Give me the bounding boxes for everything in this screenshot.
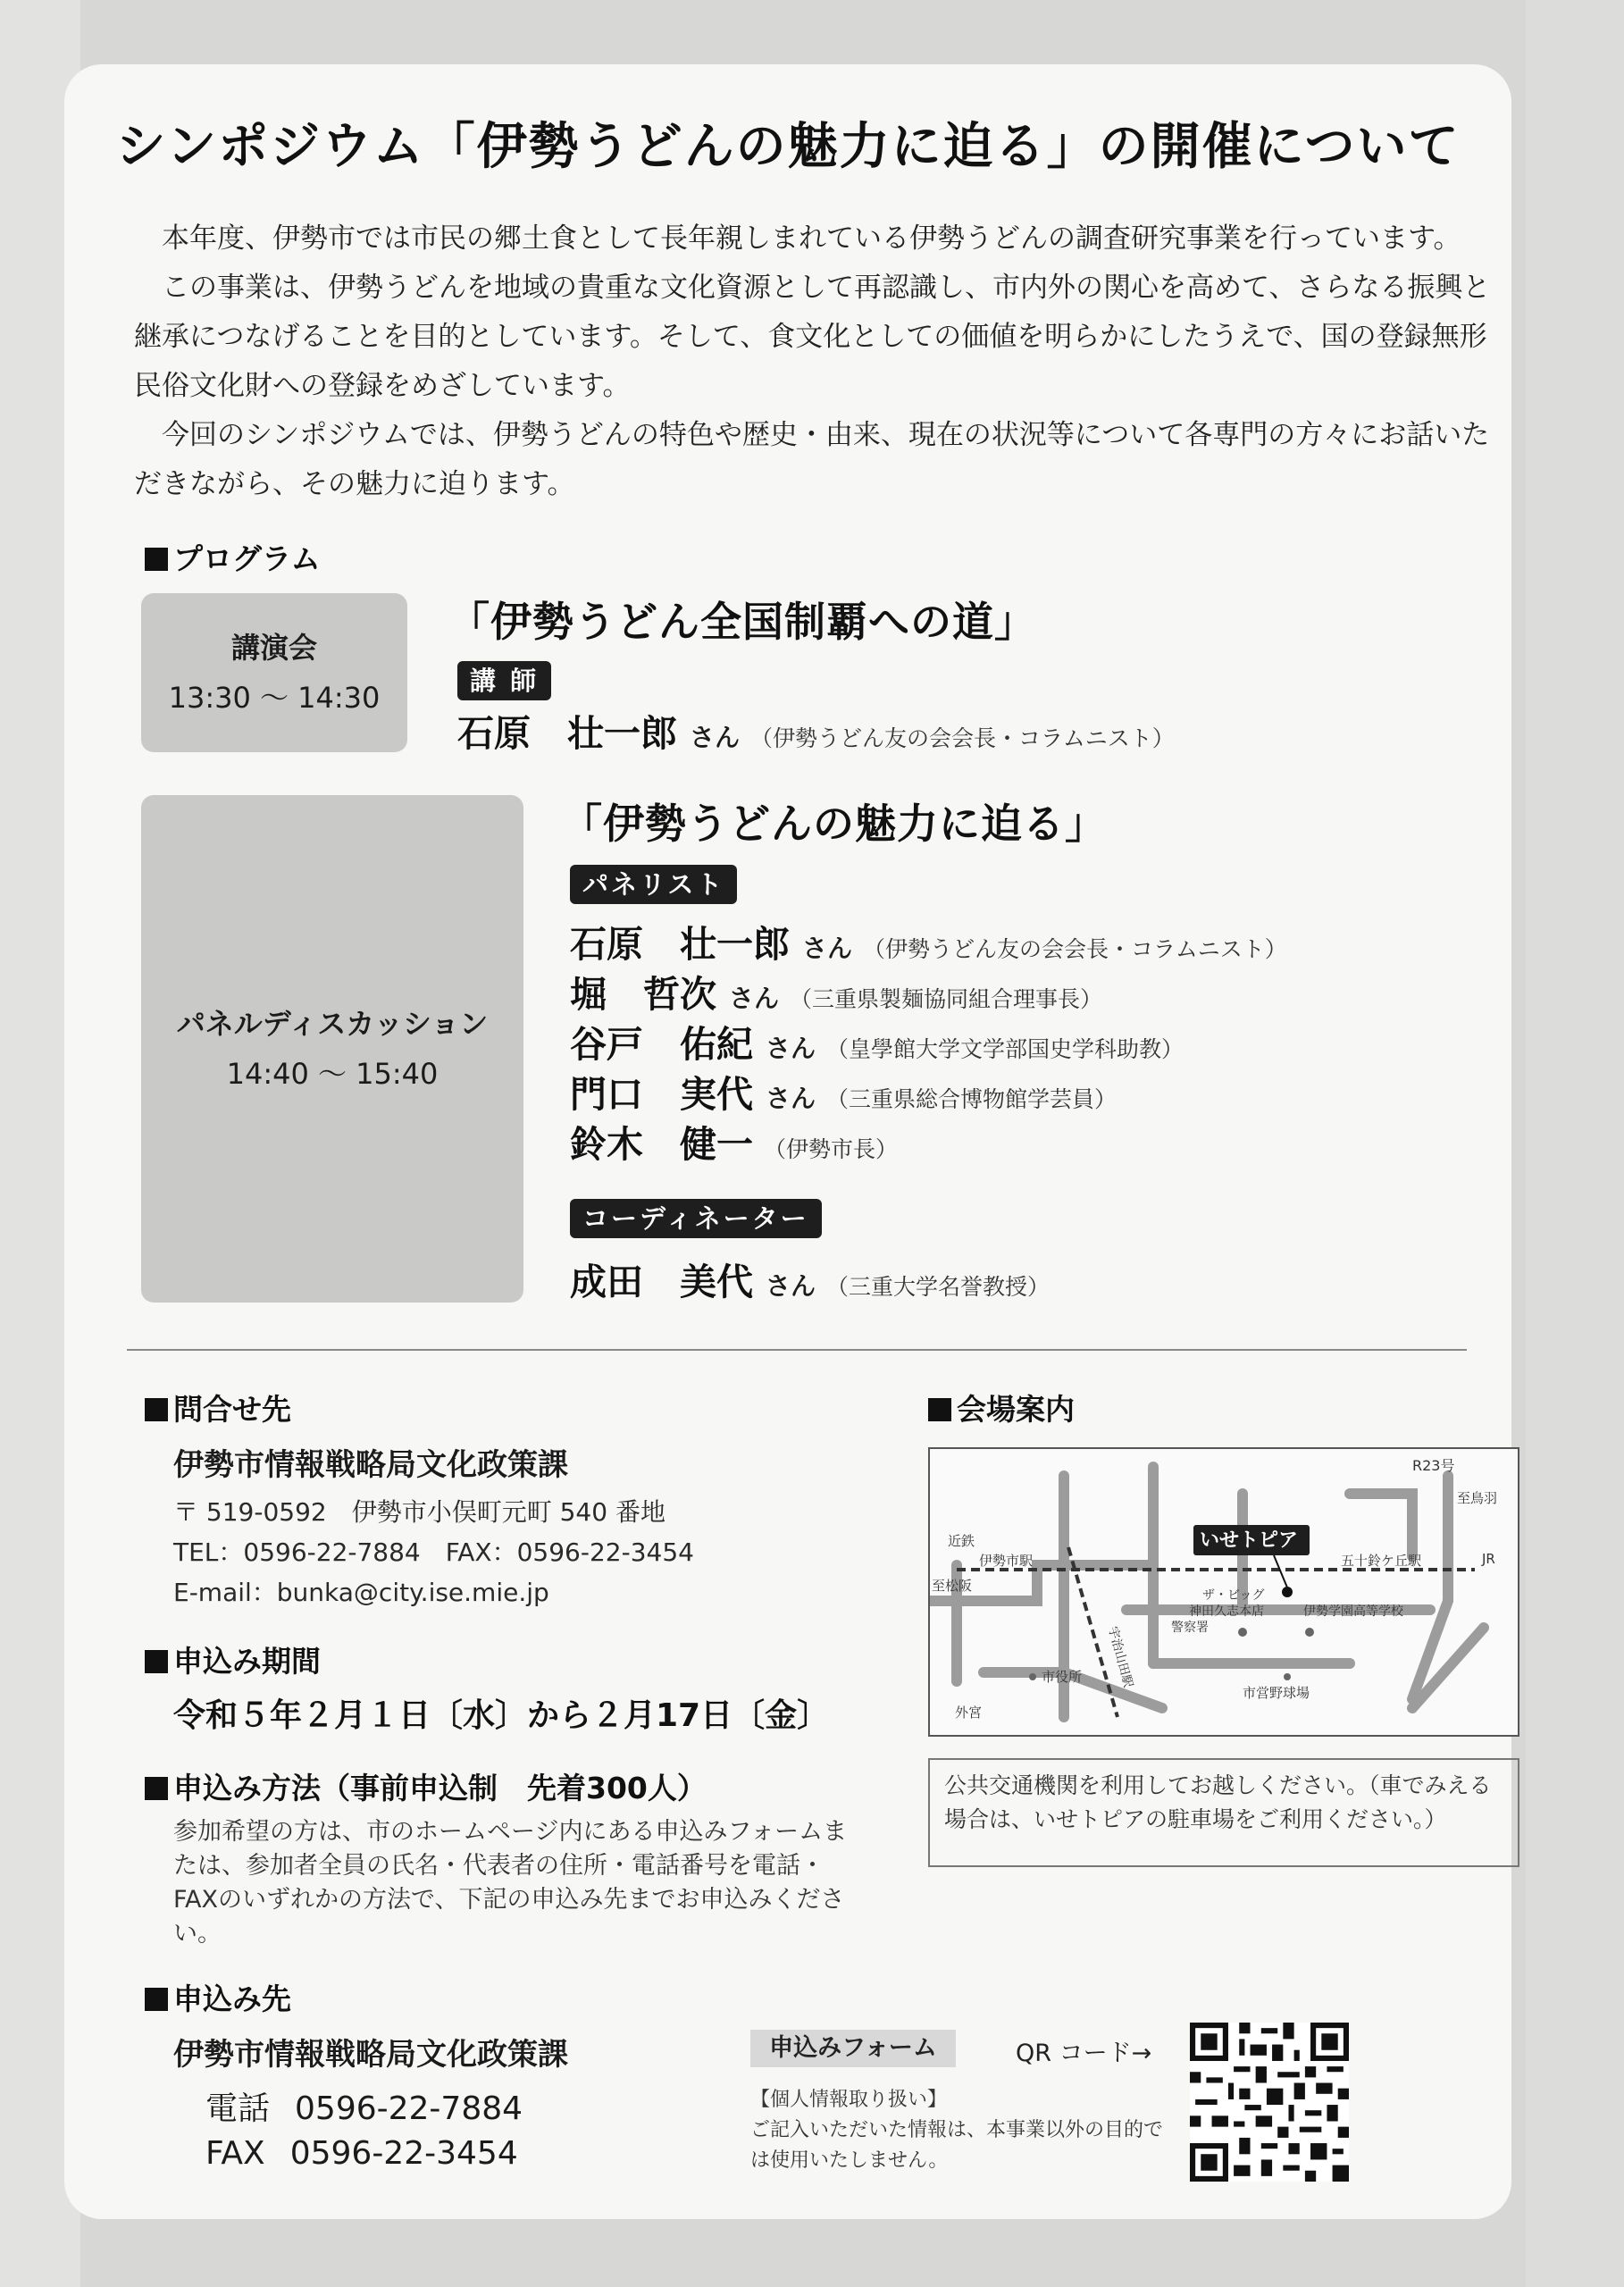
venue-heading: 会場案内 bbox=[928, 1386, 1075, 1428]
contact-details bbox=[173, 1492, 694, 1613]
application-heading: 申込み先 bbox=[145, 1976, 291, 2018]
panelist-tag: パネリスト bbox=[570, 865, 737, 904]
contact-email[interactable]: E-mail：bunka@city.ise.mie.jp bbox=[173, 1578, 549, 1607]
map-label-isuzugaoka: 五十鈴ケ丘駅 bbox=[1341, 1553, 1422, 1569]
qr-code-icon[interactable] bbox=[1190, 2023, 1349, 2182]
map-label-r23: R23号 bbox=[1412, 1457, 1455, 1474]
period-text: 令和５年２月１日〔水〕から２月17日〔金〕 bbox=[173, 1697, 830, 1734]
map-label-uji: 宇治山田駅 bbox=[1105, 1624, 1135, 1689]
lecture-time-box bbox=[141, 593, 407, 752]
map-label-stadium: 市営野球場 bbox=[1243, 1685, 1310, 1701]
contact-heading: 問合せ先 bbox=[145, 1386, 291, 1428]
map-label-ise-high: 伊勢学園高等学校 bbox=[1303, 1604, 1403, 1619]
method-text: 参加希望の方は、市のホームページ内にある申込みフォームまたは、参加者全員の氏名・代表者の住所・電話番号を電話・FAXのいずれかの方法で、下記の申込み先までお申込みください。 bbox=[173, 1818, 848, 1948]
square-bullet-icon bbox=[145, 1988, 168, 2011]
map-label-to-matsusaka: 至松阪 bbox=[932, 1578, 973, 1594]
map-label-geku: 外宮 bbox=[955, 1705, 983, 1721]
intro-text bbox=[134, 214, 1492, 509]
map-label-kintetsu: 近鉄 bbox=[948, 1533, 975, 1549]
map-label-to-toba: 至鳥羽 bbox=[1457, 1490, 1498, 1506]
period-heading: 申込み期間 bbox=[145, 1638, 321, 1680]
panelist-2: 堀 哲次 さん （三重県製麺協同組合理事長） bbox=[570, 973, 1103, 1016]
panel-title: 「伊勢うどんの魅力に迫る」 bbox=[561, 800, 1107, 848]
contact-org: 伊勢市情報戦略局文化政策課 bbox=[173, 1447, 568, 1483]
map-label-city-hall: 市役所 bbox=[1042, 1669, 1083, 1685]
lecture-label: 講演会 bbox=[230, 631, 317, 665]
intro-paragraph-3: 今回のシンポジウムでは、伊勢うどんの特色や歴史・由来、現在の状況等について各専門の方々にお話いただきながら、その魅力に迫ります。 bbox=[134, 419, 1490, 500]
contact-address: 〒 519-0592 伊勢市小俣町元町 540 番地 bbox=[173, 1497, 666, 1527]
square-bullet-icon bbox=[145, 548, 168, 571]
venue-dot bbox=[1282, 1587, 1293, 1597]
map-label-police: 警察署 bbox=[1171, 1621, 1209, 1635]
square-bullet-icon bbox=[145, 1777, 168, 1800]
venue-map bbox=[928, 1447, 1519, 1737]
coordinator: 成田 美代 さん （三重大学名誉教授） bbox=[570, 1261, 1051, 1303]
method-heading: 申込み方法（事前申込制 先着300人） bbox=[145, 1765, 707, 1807]
section-divider bbox=[127, 1349, 1467, 1351]
intro-paragraph-2: この事業は、伊勢うどんを地域の貴重な文化資源として再認識し、市内外の関心を高めて、さらなる振興と継承につなげることを目的としています。そして、食文化としての価値を明らかにしたうえで、国の登録無形民俗文化財への登録をめざしています。 bbox=[134, 272, 1491, 402]
panelist-4: 門口 実代 さん （三重県総合博物館学芸員） bbox=[570, 1073, 1118, 1116]
lecturer: 石原 壮一郎 さん （伊勢うどん友の会会長・コラムニスト） bbox=[457, 712, 1175, 755]
page-title: シンポジウム「伊勢うどんの魅力に迫る」の開催について bbox=[115, 118, 1461, 176]
square-bullet-icon bbox=[928, 1398, 951, 1421]
map-label-kanda: 神田久志本店 bbox=[1189, 1604, 1264, 1619]
panelist-3: 谷戸 佑紀 さん （皇學館大学文学部国史学科助教） bbox=[570, 1023, 1185, 1066]
panel-label: パネルディスカッション bbox=[176, 1007, 489, 1041]
intro-paragraph-1: 本年度、伊勢市では市民の郷土食として長年親しまれている伊勢うどんの調査研究事業を行っています。 bbox=[162, 222, 1461, 255]
panel-time-box bbox=[141, 795, 523, 1303]
privacy-notice bbox=[750, 2085, 1179, 2176]
panelist-5: 鈴木 健一 （伊勢市長） bbox=[570, 1123, 899, 1166]
panel-time: 14:40 ～ 15:40 bbox=[226, 1057, 439, 1091]
map-graphic bbox=[930, 1449, 1518, 1735]
lecturer-tag: 講 師 bbox=[457, 661, 551, 700]
venue-note: 公共交通機関を利用してお越しください。（車でみえる場合は、いせトピアの駐車場をご利用ください。） bbox=[928, 1758, 1519, 1867]
map-road bbox=[1350, 1494, 1412, 1556]
application-tel: 電話 0596-22-7884 bbox=[205, 2090, 523, 2127]
background-right-panel bbox=[1526, 0, 1624, 2287]
privacy-title: 【個人情報取り扱い】 bbox=[750, 2089, 948, 2111]
qr-label: QR コード→ bbox=[1016, 2040, 1152, 2067]
application-org: 伊勢市情報戦略局文化政策課 bbox=[173, 2037, 568, 2073]
application-fax: FAX 0596-22-3454 bbox=[205, 2135, 518, 2172]
square-bullet-icon bbox=[145, 1650, 168, 1673]
form-label: 申込みフォーム bbox=[750, 2030, 956, 2067]
contact-telfax: TEL：0596-22-7884 FAX：0596-22-3454 bbox=[173, 1537, 694, 1567]
lecture-title: 「伊勢うどん全国制覇への道」 bbox=[448, 598, 1036, 646]
map-label-ise-station: 伊勢市駅 bbox=[979, 1553, 1034, 1569]
map-label-the-big: ザ・ビッグ bbox=[1202, 1588, 1265, 1603]
panelist-1: 石原 壮一郎 さん （伊勢うどん友の会会長・コラムニスト） bbox=[570, 923, 1287, 966]
coordinator-tag: コーディネーター bbox=[570, 1199, 822, 1238]
program-heading: プログラム bbox=[145, 536, 321, 578]
privacy-text: ご記入いただいた情報は、本事業以外の目的では使用いたしません。 bbox=[750, 2119, 1164, 2172]
map-label-jr: JR bbox=[1482, 1551, 1495, 1567]
map-label-isetopia: いせトピア bbox=[1200, 1529, 1299, 1552]
square-bullet-icon bbox=[145, 1398, 168, 1421]
lecture-time: 13:30 ～ 14:30 bbox=[168, 681, 381, 715]
flyer-sheet bbox=[64, 64, 1511, 2219]
